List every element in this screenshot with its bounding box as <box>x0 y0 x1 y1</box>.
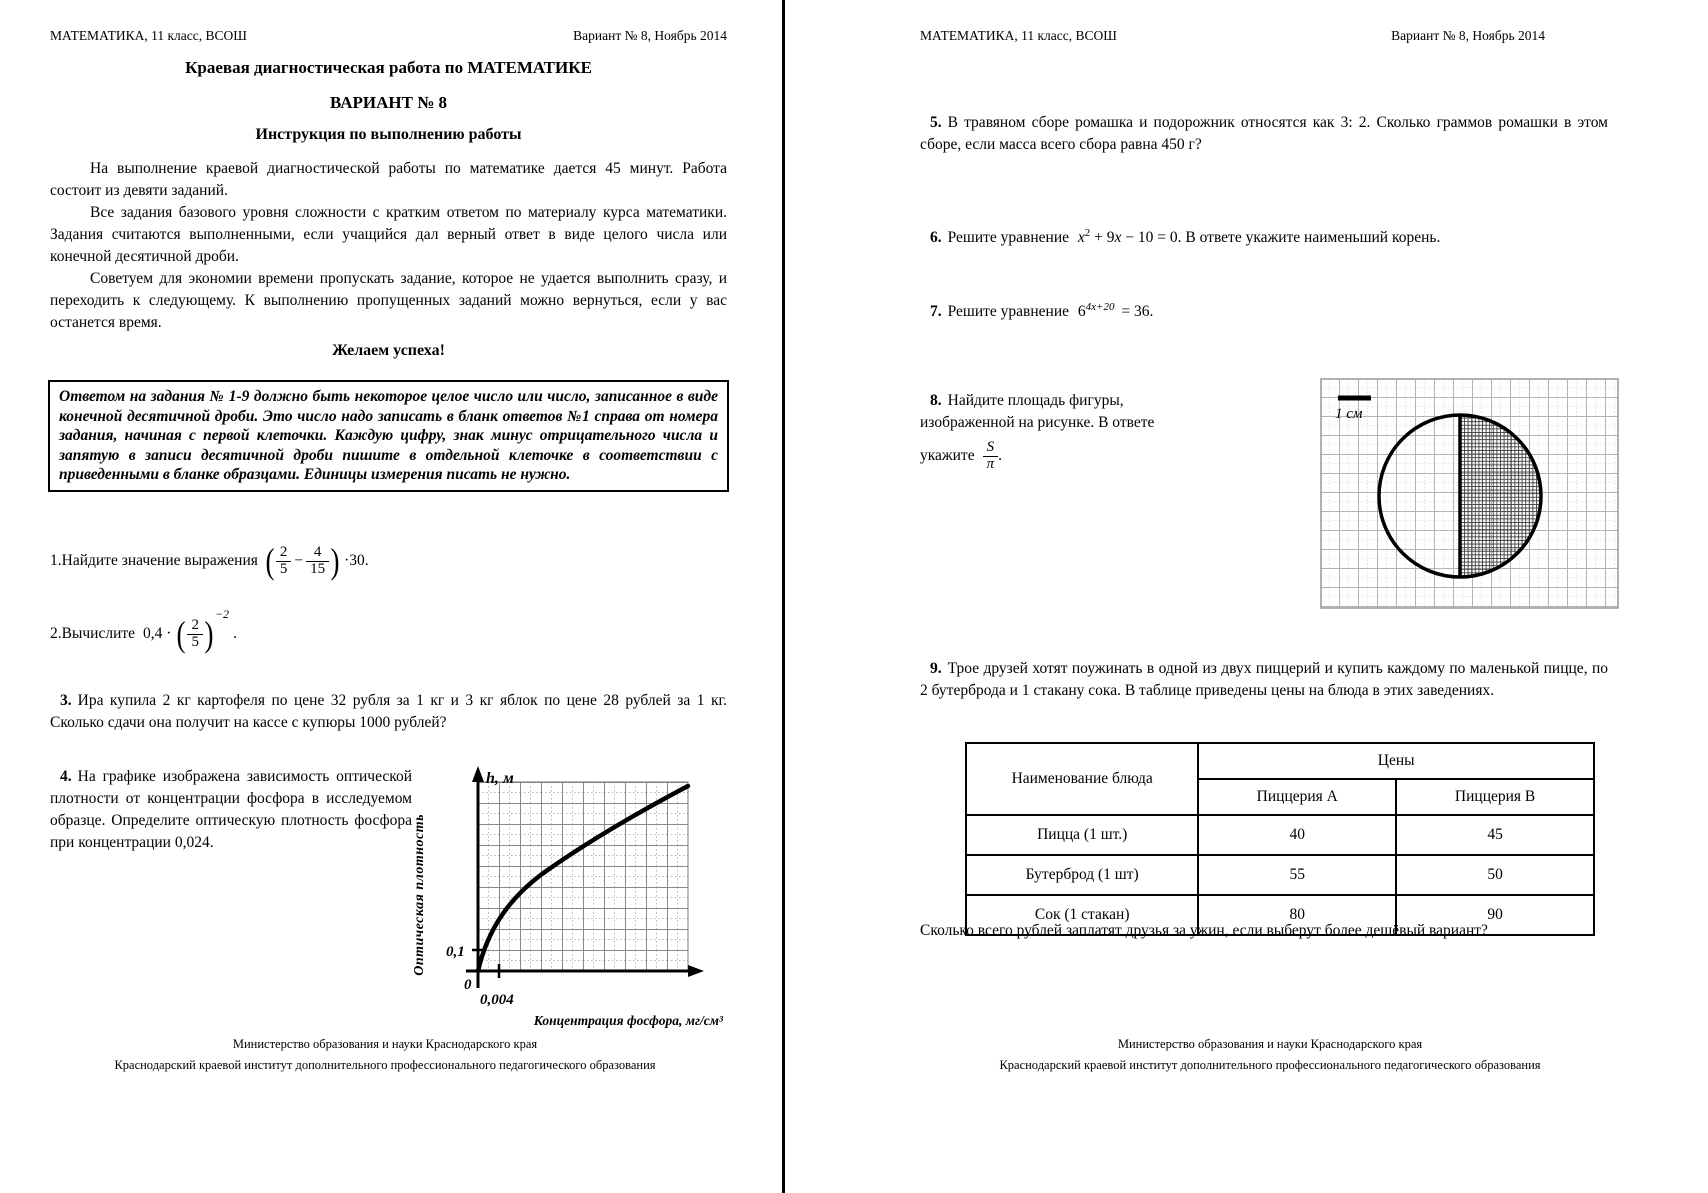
instruction-heading: Инструкция по выполнению работы <box>255 126 522 143</box>
page-left-header <box>50 28 727 44</box>
problem-8-answer-form <box>920 440 1220 473</box>
circle-figure <box>1320 378 1620 610</box>
problem-8-text2: укажите <box>920 447 975 465</box>
instruction-paragraph: Советуем для экономии времени пропускать задание, которое не удается выполнить сразу, и переходить к следующему. К выполнению пропущенных заданий можно вернуться, если у вас останется время. <box>50 270 727 331</box>
x-tick-label: 0,004 <box>480 992 514 1008</box>
problem-6 <box>920 226 1608 249</box>
equation-exponent: 2 <box>1084 227 1091 239</box>
problem-8-statement <box>920 378 1220 473</box>
column-header-pizzeria-a: Пиццерия А <box>1198 779 1396 815</box>
equation-exponent: 4x+20 <box>1085 301 1115 313</box>
equation-variable: x <box>1114 229 1122 247</box>
y-axis-arrow <box>472 766 484 782</box>
graph-y-axis-label: Оптическая плотность <box>412 814 427 976</box>
problem-2-number: 2. <box>50 625 62 643</box>
footer-line-2: Краснодарский краевой институт дополнительного профессионального педагогического образования <box>114 1057 656 1072</box>
header-course: МАТЕМАТИКА, 11 класс, ВСОШ <box>50 28 247 43</box>
problem-1: 1. Найдите значение выражения ( $\frac{2}{5}$ − $\frac{4}{15}$ ) ·30. <box>50 541 369 582</box>
instruction-paragraphs <box>50 158 727 334</box>
x-axis-arrow <box>688 965 704 977</box>
price-a: 55 <box>1198 855 1396 895</box>
graph-x-axis-label: Концентрация фосфора, мг/см³ <box>533 1013 723 1028</box>
problem-6-text: Решите уравнение <box>947 229 1070 247</box>
footer-line-1: Министерство образования и науки Краснодарского края <box>1117 1037 1423 1051</box>
price-a: 40 <box>1198 815 1396 855</box>
problem-4-text: На графике изображена зависимость оптической плотности от концентрации фосфора в исследуемом образце. Определите оптическую плотность фосфора при концентрации 0,024. <box>50 768 412 851</box>
graph-grid <box>478 782 688 971</box>
header-variant-date: Вариант № 8, Ноябрь 2014 <box>573 28 727 43</box>
problem-2-tail: . <box>233 625 237 643</box>
page-right-header <box>920 28 1545 44</box>
prices-table-wrap <box>965 742 1595 936</box>
coefficient: 0,4 · <box>143 625 172 643</box>
prices-table <box>965 742 1595 936</box>
graph-top-label: h, м <box>486 770 514 787</box>
equation-rhs: = 36 <box>1121 303 1150 321</box>
problem-3-number: 3. <box>60 692 72 709</box>
problem-5 <box>920 112 1608 156</box>
column-group-prices: Цены <box>1198 743 1594 779</box>
scale-label: 1 см <box>1335 406 1363 422</box>
answer-format-box: Ответом на задания № 1-9 должно быть некоторое целое число или число, записанное в виде конечной десятичной дроби. Это число надо записать в бланк ответов №1 справа от номера задания, начиная с первой клеточки. Каждую цифру, знак минус отрицательного числа и запятую в записи десятичной дроби пишите в отдельной клеточке в соответствии с приведенными в бланке образцами. Единицы измерения писать не нужно. <box>48 380 729 492</box>
problem-4 <box>50 766 727 1029</box>
problem-7-tail: . <box>1149 303 1154 321</box>
equation-end: − 10 = 0 <box>1125 229 1178 247</box>
wish-line: Желаем успеха! <box>332 342 445 359</box>
fraction-2-5: $\frac{2}{5}$ <box>276 545 292 578</box>
fraction-s-pi: $\frac{S}{\pi}$ <box>983 440 999 473</box>
problem-5-number: 5. <box>930 114 942 131</box>
problem-3 <box>50 690 727 734</box>
table-row <box>966 855 1594 895</box>
header-course: МАТЕМАТИКА, 11 класс, ВСОШ <box>920 28 1117 43</box>
problem-8-number: 8. <box>930 392 942 409</box>
variant-title: ВАРИАНТ № 8 <box>329 93 448 112</box>
problem-7-text: Решите уравнение <box>947 303 1070 321</box>
graph-figure <box>438 766 720 1010</box>
fraction-4-15: $\frac{4}{15}$ <box>306 545 329 578</box>
column-header-dish: Наименование блюда <box>966 743 1198 815</box>
page-divider <box>782 0 785 1193</box>
column-header-pizzeria-b: Пиццерия В <box>1396 779 1594 815</box>
work-title: Краевая диагностическая работа по МАТЕМАТИКЕ <box>185 58 592 77</box>
problem-2-text: Вычислите <box>61 625 136 643</box>
problem-4-statement <box>50 766 412 1029</box>
problem-9 <box>920 658 1608 702</box>
footer-line-1: Министерство образования и науки Краснодарского края <box>232 1037 538 1051</box>
origin-label: 0 <box>464 977 472 993</box>
footer-line-2: Краснодарский краевой институт дополнительного профессионального педагогического образования <box>999 1057 1541 1072</box>
problem-6-tail: . В ответе укажите наименьший корень. <box>1177 229 1441 247</box>
page-right-footer <box>920 1034 1620 1075</box>
y-tick-label: 0,1 <box>446 944 465 960</box>
header-variant-date: Вариант № 8, Ноябрь 2014 <box>1391 28 1545 43</box>
page-left <box>0 0 770 1193</box>
problem-4-number: 4. <box>60 768 72 785</box>
problem-9-number: 9. <box>930 660 942 677</box>
problem-7-number: 7. <box>930 303 942 321</box>
minus-sign: − <box>294 552 304 570</box>
dish-name: Сок (1 стакан) <box>966 895 1198 935</box>
equation-middle: + 9 <box>1094 229 1115 247</box>
fraction-2-5: $\frac{2}{5}$ <box>187 618 203 651</box>
problem-8-tail: . <box>998 447 1002 465</box>
problem-8-text: Найдите площадь фигуры, изображенной на рисунке. В ответе <box>920 392 1155 431</box>
problem-1-tail: ·30. <box>344 552 369 570</box>
price-b: 50 <box>1396 855 1594 895</box>
problem-9-text: Трое друзей хотят поужинать в одной из двух пиццерий и купить каждому по маленькой пицце, по 2 бутерброда и 1 стакану сока. В таблице приведены цены на блюда в этих заведениях. <box>920 660 1608 699</box>
problem-5-text: В травяном сборе ромашка и подорожник относятся как 3: 2. Сколько граммов ромашки в этом сборе, если масса всего сбора равна 450 г? <box>920 114 1608 153</box>
page-left-footer <box>30 1034 740 1075</box>
optical-density-graph <box>412 766 727 1029</box>
problem-9-question: Сколько всего рублей заплатят друзья за ужин, если выберут более дешёвый вариант? <box>920 922 1488 939</box>
problem-3-text: Ира купила 2 кг картофеля по цене 32 рубля за 1 кг и 3 кг яблок по цене 28 рублей за 1 кг. Сколько сдачи она получит на кассе с купюры 1000 рублей? <box>50 692 727 731</box>
price-b: 45 <box>1396 815 1594 855</box>
problem-2: 2. Вычислите 0,4 · ( $\frac{2}{5}$ ) −2 . <box>50 606 237 655</box>
price-a: 80 <box>1198 895 1396 935</box>
problem-1-text: Найдите значение выражения <box>61 552 258 570</box>
page-right <box>920 0 1620 1193</box>
dish-name: Пицца (1 шт.) <box>966 815 1198 855</box>
instruction-paragraph: Все задания базового уровня сложности с кратким ответом по материалу курса математики. Задания считаются выполненными, если учащийся дал верный ответ в виде целого числа или конечной десятичной дроби. <box>50 204 727 265</box>
problem-7 <box>920 300 1608 323</box>
equation-variable: x <box>1077 229 1085 247</box>
table-row <box>966 815 1594 855</box>
price-b: 90 <box>1396 895 1594 935</box>
instruction-paragraph: На выполнение краевой диагностической работы по математике дается 45 минут. Работа состоит из девяти заданий. <box>50 160 727 199</box>
exponent: −2 <box>214 606 230 621</box>
problem-8 <box>920 378 1620 473</box>
problem-6-number: 6. <box>930 229 942 247</box>
dish-name: Бутерброд (1 шт) <box>966 855 1198 895</box>
problem-1-number: 1. <box>50 552 62 570</box>
equation-base: 6 <box>1077 303 1086 321</box>
